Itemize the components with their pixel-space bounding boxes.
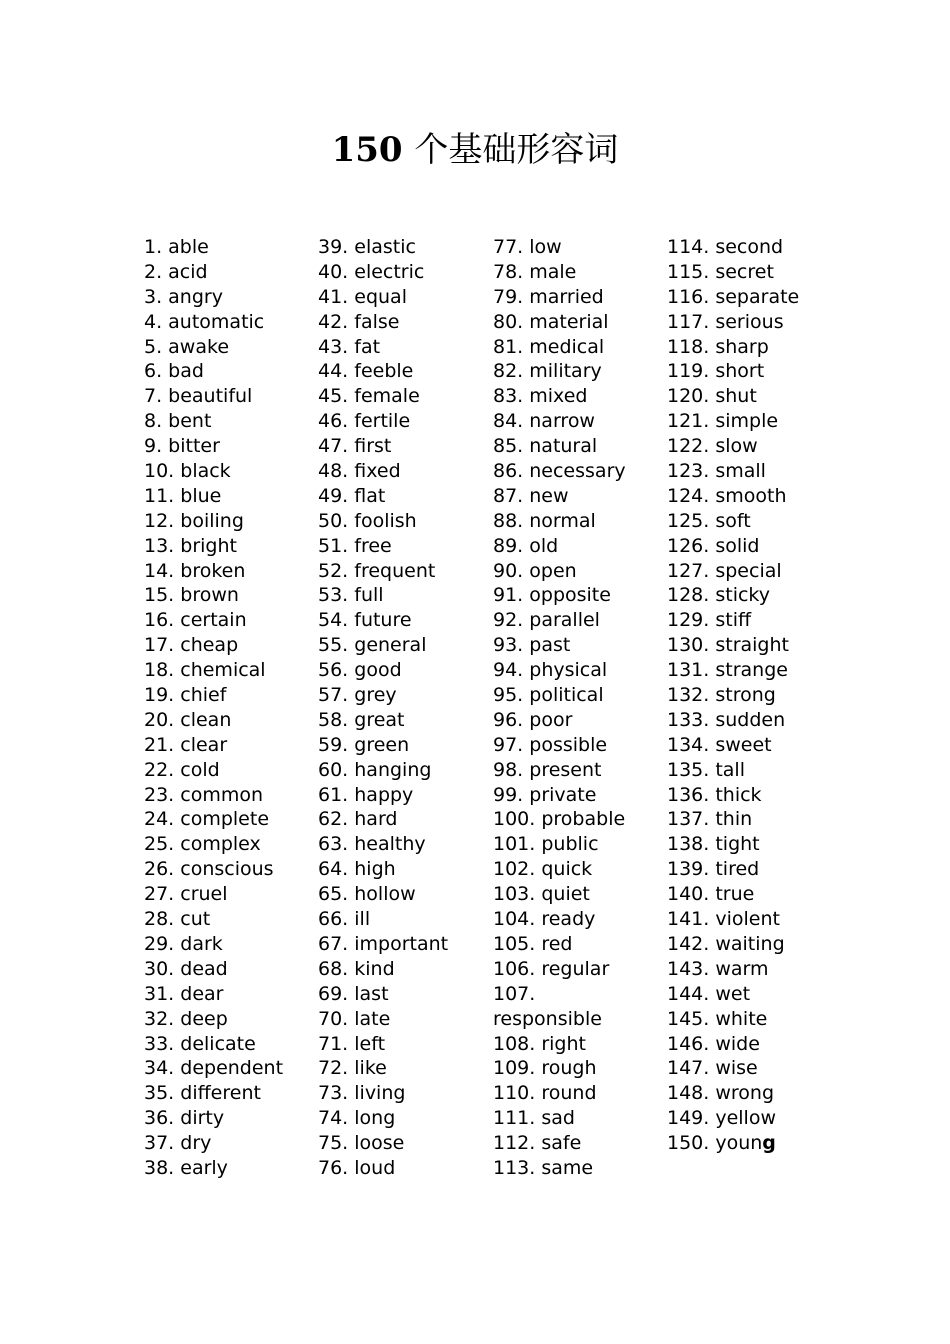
word-item: 125. soft: [667, 509, 751, 532]
word-item: 27. cruel: [144, 883, 228, 906]
word-item: 16. certain: [144, 609, 247, 632]
word-item: 44. feeble: [318, 360, 414, 383]
word-item: 147. wise: [667, 1057, 758, 1080]
word-item: 144. wet: [667, 982, 751, 1005]
word-item: 65. hollow: [318, 883, 416, 906]
word-item: 45. female: [318, 385, 420, 408]
word-item: 6. bad: [144, 360, 204, 383]
word-item: 23. common: [144, 783, 264, 806]
word-item: 64. high: [318, 858, 396, 881]
word-item: 80. material: [493, 310, 609, 333]
word-item: 92. parallel: [493, 609, 600, 632]
word-item: 122. slow: [667, 435, 758, 458]
word-item: 115. secret: [667, 260, 774, 283]
word-item: 36. dirty: [144, 1107, 225, 1130]
word-item: 149. yellow: [667, 1107, 776, 1130]
word-item: 11. blue: [144, 484, 222, 507]
word-item: 110. round: [493, 1082, 597, 1105]
word-item: 47. first: [318, 435, 392, 458]
word-item: 69. last: [318, 982, 389, 1005]
word-item: 106. regular: [493, 957, 610, 980]
word-item: 22. cold: [144, 758, 220, 781]
word-item: 93. past: [493, 634, 571, 657]
word-item: 5. awake: [144, 335, 230, 358]
word-item: 58. great: [318, 708, 405, 731]
word-item: 3. angry: [144, 285, 223, 308]
word-item: 94. physical: [493, 659, 608, 682]
word-item: 13. bright: [144, 534, 237, 557]
word-item: 60. hanging: [318, 758, 432, 781]
word-item: 89. old: [493, 534, 559, 557]
word-item: 10. black: [144, 460, 231, 483]
word-item: 116. separate: [667, 285, 800, 308]
word-item: 24. complete: [144, 808, 270, 831]
word-item: 129. stiff: [667, 609, 752, 632]
word-item: 143. warm: [667, 957, 769, 980]
word-item: 33. delicate: [144, 1032, 256, 1055]
word-item: 32. deep: [144, 1007, 228, 1030]
word-item: 123. small: [667, 460, 766, 483]
word-item: 101. public: [493, 833, 599, 856]
word-item: 138. tight: [667, 833, 760, 856]
word-item: 9. bitter: [144, 435, 220, 458]
word-item: 75. loose: [318, 1132, 405, 1155]
word-item: 100. probable: [493, 808, 626, 831]
word-item: 40. electric: [318, 260, 425, 283]
word-item: 127. special: [667, 559, 782, 582]
word-item: 1. able: [144, 236, 209, 258]
word-item: 119. short: [667, 360, 765, 383]
word-item: 74. long: [318, 1107, 396, 1130]
word-item: 7. beautiful: [144, 385, 253, 408]
word-item: 49. flat: [318, 484, 386, 507]
word-item: 66. ill: [318, 908, 371, 931]
word-item: 128. sticky: [667, 584, 770, 607]
word-item: 76. loud: [318, 1156, 396, 1179]
word-item: 31. dear: [144, 982, 224, 1005]
word-item: 28. cut: [144, 908, 211, 931]
word-item: 20. clean: [144, 708, 232, 731]
word-item: 81. medical: [493, 335, 605, 358]
word-item: 98. present: [493, 758, 602, 781]
word-item: 12. boiling: [144, 509, 244, 532]
word-item: 2. acid: [144, 260, 208, 283]
word-item: 8. bent: [144, 410, 212, 433]
word-item: 109. rough: [493, 1057, 597, 1080]
word-item: 139. tired: [667, 858, 760, 881]
word-item: 132. strong: [667, 684, 776, 707]
word-item: 85. natural: [493, 435, 598, 458]
word-item: 50. foolish: [318, 509, 417, 532]
word-item: 136. thick: [667, 783, 762, 806]
word-item-bold-letter: g: [762, 1132, 776, 1155]
word-item: 105. red: [493, 932, 573, 955]
word-item: 53. full: [318, 584, 384, 607]
word-item: 71. left: [318, 1032, 386, 1055]
word-item: 67. important: [318, 932, 449, 955]
word-item: 77. low: [493, 236, 562, 258]
word-item: 86. necessary: [493, 460, 626, 483]
word-item: 38. early: [144, 1156, 228, 1179]
word-item: 134. sweet: [667, 733, 772, 756]
word-item-text: 150. youn: [667, 1132, 763, 1155]
word-item: 107.: [493, 982, 536, 1005]
word-item: 124. smooth: [667, 484, 787, 507]
word-item: 118. sharp: [667, 335, 769, 358]
word-item: 148. wrong: [667, 1082, 775, 1105]
word-item: 42. false: [318, 310, 400, 333]
word-item: 97. possible: [493, 733, 608, 756]
word-item: 114. second: [667, 236, 784, 258]
word-item: 91. opposite: [493, 584, 611, 607]
word-item: 120. shut: [667, 385, 757, 408]
word-item: 73. living: [318, 1082, 406, 1105]
word-item: 82. military: [493, 360, 602, 383]
word-item: 48. fixed: [318, 460, 401, 483]
word-item: 130. straight: [667, 634, 789, 657]
word-item: 61. happy: [318, 783, 414, 806]
word-item: 26. conscious: [144, 858, 274, 881]
word-item: 145. white: [667, 1007, 768, 1030]
word-item: 43. fat: [318, 335, 381, 358]
word-item: 78. male: [493, 260, 577, 283]
word-item: 131. strange: [667, 659, 788, 682]
word-item: 90. open: [493, 559, 577, 582]
title-number: 150: [331, 130, 403, 170]
page-title: [0, 128, 950, 172]
word-item: 111. sad: [493, 1107, 575, 1130]
word-item: 126. solid: [667, 534, 760, 557]
word-item: 108. right: [493, 1032, 586, 1055]
word-item: 133. sudden: [667, 708, 786, 731]
word-item: 68. kind: [318, 957, 395, 980]
word-column-1: [144, 235, 283, 1181]
word-item: 18. chemical: [144, 659, 266, 682]
word-item: 46. fertile: [318, 410, 411, 433]
word-item: 21. clear: [144, 733, 228, 756]
word-item: 55. general: [318, 634, 427, 657]
word-item: 99. private: [493, 783, 597, 806]
word-item: 112. safe: [493, 1132, 582, 1155]
word-item: 4. automatic: [144, 310, 265, 333]
word-item: 72. like: [318, 1057, 387, 1080]
word-item: 121. simple: [667, 410, 779, 433]
word-item: 52. frequent: [318, 559, 436, 582]
word-item: 113. same: [493, 1156, 594, 1179]
word-item: 88. normal: [493, 509, 596, 532]
word-item: 83. mixed: [493, 385, 588, 408]
word-item: 103. quiet: [493, 883, 590, 906]
word-item: 30. dead: [144, 957, 228, 980]
word-item: 41. equal: [318, 285, 407, 308]
word-item: 35. different: [144, 1082, 261, 1105]
word-item: 95. political: [493, 684, 604, 707]
word-item: 14. broken: [144, 559, 246, 582]
word-item: 104. ready: [493, 908, 596, 931]
word-item: 137. thin: [667, 808, 753, 831]
word-item: [667, 1131, 799, 1156]
word-item: 25. complex: [144, 833, 261, 856]
word-item: 17. cheap: [144, 634, 239, 657]
word-item: 87. new: [493, 484, 569, 507]
word-item: 34. dependent: [144, 1057, 284, 1080]
word-item: responsible: [493, 1007, 602, 1030]
word-column-4: [667, 235, 799, 1156]
word-item: 142. waiting: [667, 932, 785, 955]
word-item: 51. free: [318, 534, 392, 557]
word-item: 96. poor: [493, 708, 573, 731]
word-item: 59. green: [318, 733, 410, 756]
word-item: 29. dark: [144, 932, 223, 955]
word-item: 37. dry: [144, 1132, 212, 1155]
word-column-3: [493, 235, 626, 1181]
word-item: 117. serious: [667, 310, 784, 333]
word-item: 54. future: [318, 609, 412, 632]
word-item: 56. good: [318, 659, 402, 682]
word-item: 57. grey: [318, 684, 397, 707]
title-text: 个基础形容词: [414, 130, 619, 170]
word-item: 140. true: [667, 883, 755, 906]
word-item: 62. hard: [318, 808, 398, 831]
word-item: 70. late: [318, 1007, 391, 1030]
word-item: 141. violent: [667, 908, 780, 931]
word-item: 135. tall: [667, 758, 745, 781]
word-item: 39. elastic: [318, 236, 416, 258]
word-item: 102. quick: [493, 858, 593, 881]
word-item: 84. narrow: [493, 410, 595, 433]
word-item: 15. brown: [144, 584, 239, 607]
word-item: 63. healthy: [318, 833, 426, 856]
word-item: 146. wide: [667, 1032, 760, 1055]
word-item: 79. married: [493, 285, 604, 308]
word-item: 19. chief: [144, 684, 227, 707]
word-column-2: [318, 235, 448, 1181]
